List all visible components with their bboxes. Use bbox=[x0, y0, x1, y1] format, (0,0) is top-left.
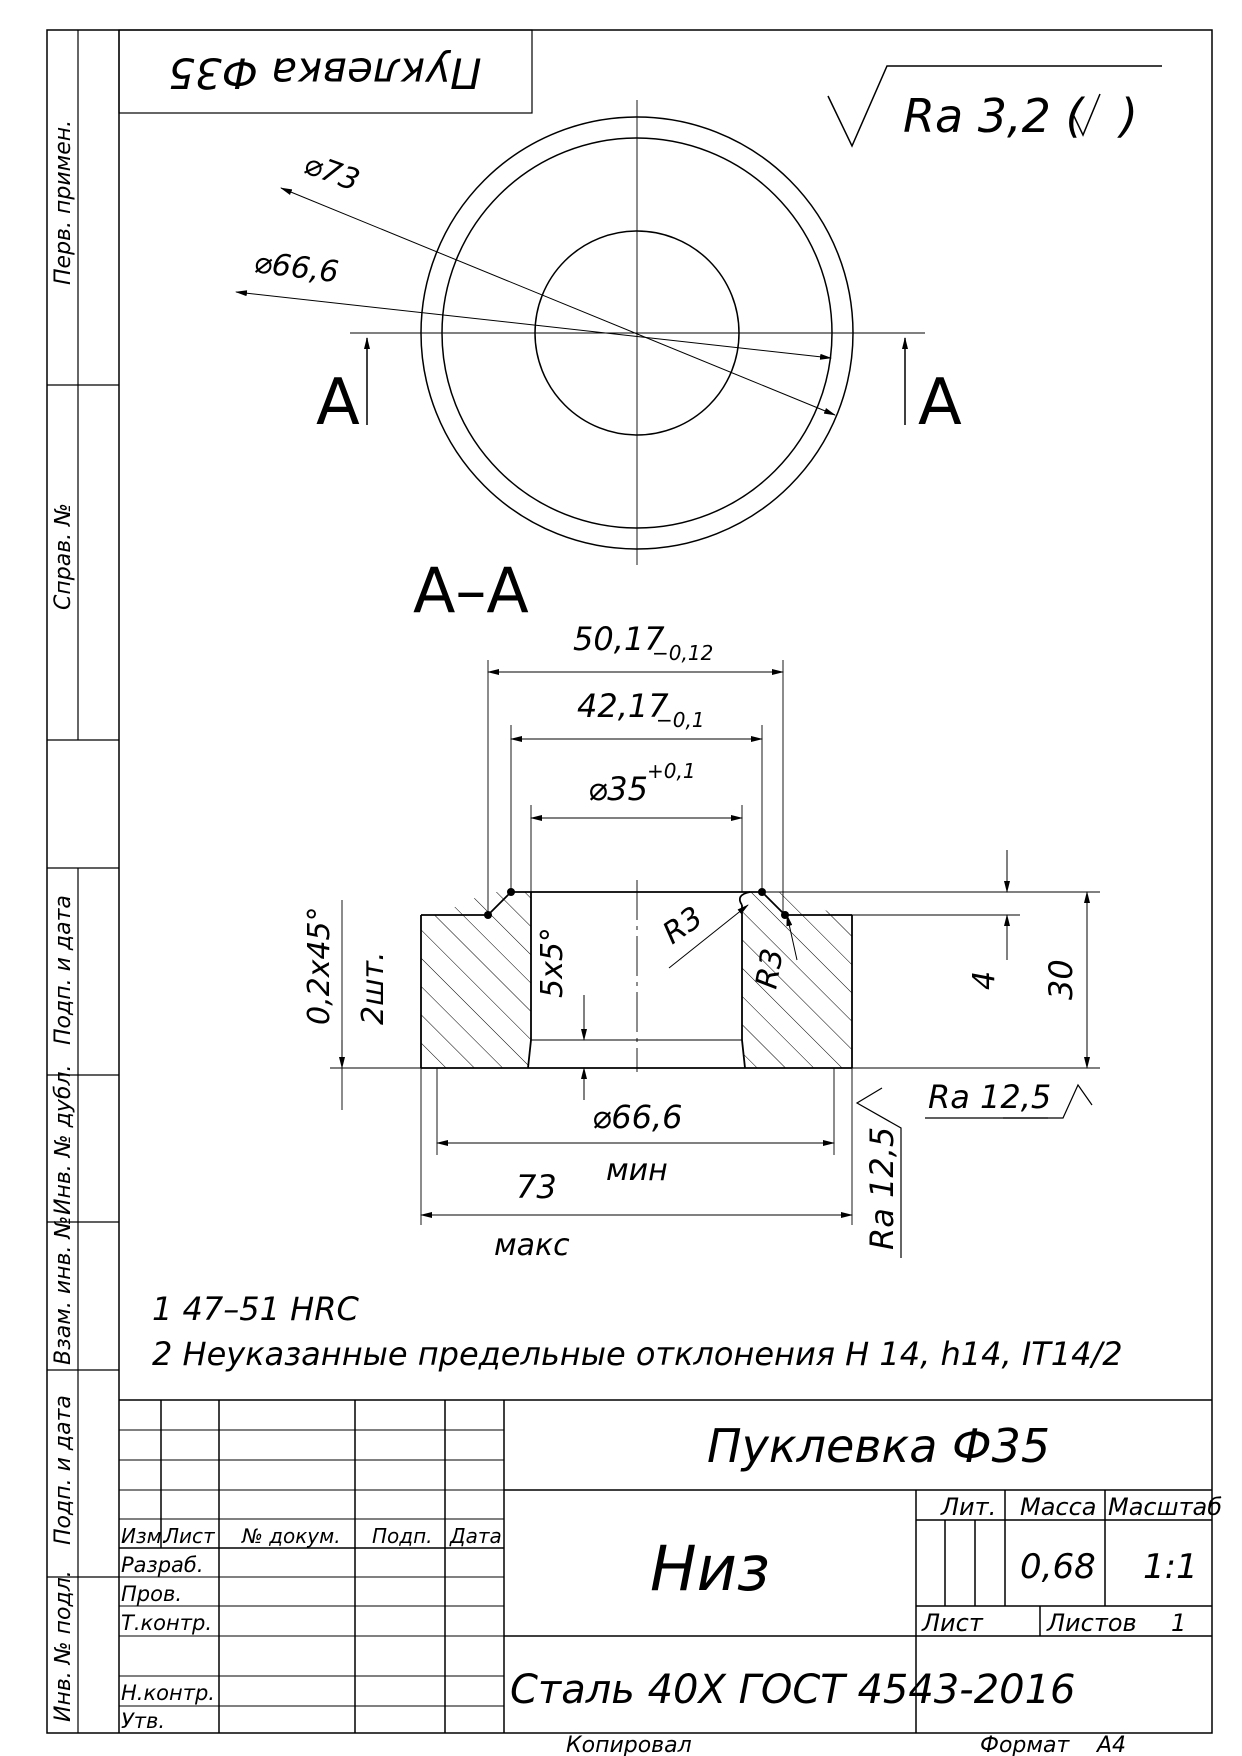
tb-mass: 0,68 bbox=[1020, 1547, 1096, 1587]
footer bbox=[566, 1733, 1126, 1756]
dim-top1: 50,17 bbox=[573, 620, 665, 658]
dim-66-note: мин bbox=[606, 1153, 668, 1188]
roughness-bottom: Ra 12,5 bbox=[928, 1078, 1052, 1116]
label-inv-dubl: Инв. № дубл. bbox=[51, 1064, 76, 1215]
section-mark-left: A bbox=[316, 366, 360, 440]
section-view bbox=[302, 554, 1100, 1263]
tb-hdr-doc: № докум. bbox=[242, 1524, 341, 1548]
tb-sheets-label: Листов bbox=[1047, 1609, 1137, 1637]
dim-top1-tol: −0,12 bbox=[652, 641, 714, 665]
dim-73: 73 bbox=[516, 1168, 557, 1206]
tb-part: Низ bbox=[650, 1532, 770, 1605]
title-block-text bbox=[121, 1419, 1222, 1733]
roughness-general-text: Ra 3,2 ( bbox=[903, 89, 1084, 143]
tb-tkontr: Т.контр. bbox=[121, 1611, 213, 1635]
section-mark-right: A bbox=[918, 366, 962, 440]
dim-73-note: макс bbox=[494, 1228, 570, 1263]
dim-chamfer-qty: 2шт. bbox=[356, 951, 391, 1025]
tb-material: Сталь 40Х ГОСТ 4543-2016 bbox=[510, 1667, 1076, 1713]
label-vzam-inv: Взам. инв. № bbox=[51, 1215, 76, 1365]
plan-view bbox=[236, 100, 962, 565]
tb-hdr-list: Лист bbox=[164, 1524, 215, 1548]
dim-top2-tol: −0,1 bbox=[656, 708, 705, 732]
dim-radius1: R3 bbox=[656, 899, 710, 952]
label-podp-data-2: Подп. и дата bbox=[51, 1395, 76, 1545]
footer-copied: Копировал bbox=[566, 1733, 692, 1756]
dim-chamfer: 0,2x45° bbox=[302, 906, 337, 1025]
label-perv-primen: Перв. примен. bbox=[51, 119, 76, 285]
left-strip-labels bbox=[51, 120, 76, 1722]
label-sprav-no: Справ. № bbox=[51, 502, 76, 610]
footer-format: А4 bbox=[1097, 1733, 1127, 1756]
tb-prov: Пров. bbox=[121, 1582, 183, 1606]
roughness-general-close: ) bbox=[1120, 89, 1138, 143]
dim-taper: 5x5° bbox=[535, 927, 570, 998]
dim-bore: ⌀35 bbox=[588, 770, 648, 808]
dim-bore-tol: +0,1 bbox=[647, 759, 696, 783]
sheet-frame bbox=[47, 30, 1212, 1733]
top-stamp-text: Пуклевка Ф35 bbox=[168, 48, 482, 98]
dim-66: ⌀66,6 bbox=[592, 1098, 683, 1136]
dim-height: 30 bbox=[1042, 959, 1080, 1000]
tb-name: Пуклевка Ф35 bbox=[707, 1419, 1051, 1473]
tb-scale-label: Масштаб bbox=[1108, 1493, 1223, 1521]
technical-notes bbox=[152, 1290, 1123, 1373]
roughness-general bbox=[828, 66, 1162, 146]
tb-mass-label: Масса bbox=[1020, 1493, 1097, 1521]
tb-utv: Утв. bbox=[121, 1709, 166, 1733]
tb-sheets: 1 bbox=[1171, 1609, 1187, 1637]
tb-razrab: Разраб. bbox=[121, 1553, 204, 1577]
tb-sheet-label: Лист bbox=[922, 1609, 983, 1637]
footer-format-label: Формат bbox=[980, 1733, 1070, 1756]
tb-hdr-izm: Изм. bbox=[121, 1524, 169, 1548]
tb-lit-label: Лит. bbox=[941, 1493, 997, 1521]
dim-radius2: R3 bbox=[749, 945, 791, 992]
tb-nkontr: Н.контр. bbox=[121, 1681, 215, 1705]
tb-hdr-podp: Подп. bbox=[372, 1524, 433, 1548]
plan-dia-outer: ⌀73 bbox=[299, 146, 365, 199]
roughness-side: Ra 12,5 bbox=[863, 1126, 901, 1250]
tb-scale: 1:1 bbox=[1143, 1547, 1198, 1587]
note-1: 1 47–51 HRC bbox=[152, 1290, 359, 1328]
dim-top2: 42,17 bbox=[577, 687, 669, 725]
dim-step: 4 bbox=[967, 970, 1002, 990]
plan-dia-inner: ⌀66,6 bbox=[252, 245, 341, 291]
label-inv-podl: Инв. № подл. bbox=[51, 1570, 76, 1722]
note-2: 2 Неуказанные предельные отклонения Н 14, h14, IT14/2 bbox=[152, 1335, 1123, 1373]
tb-hdr-data: Дата bbox=[450, 1524, 502, 1548]
label-podp-data-1: Подп. и дата bbox=[51, 895, 76, 1045]
section-title: A–A bbox=[413, 554, 529, 627]
